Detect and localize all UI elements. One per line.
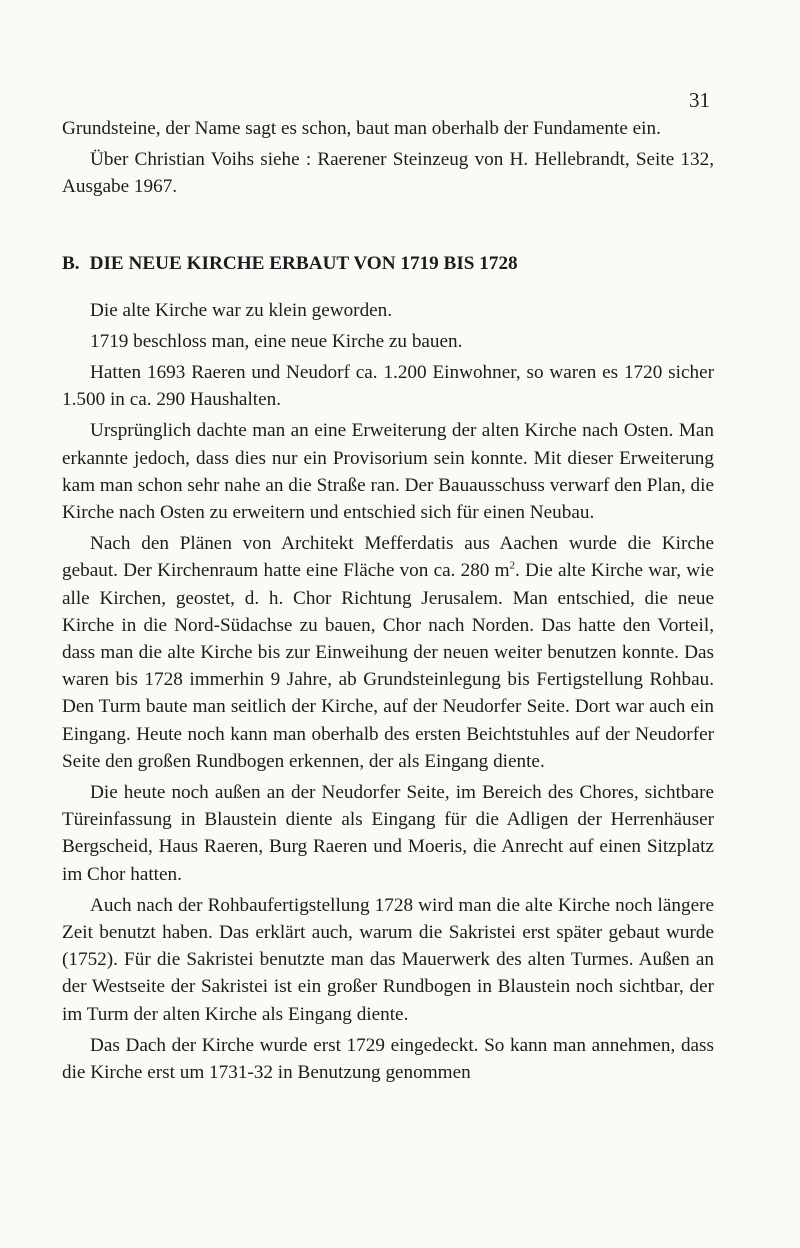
section-label: B.: [62, 252, 80, 274]
paragraph: Auch nach der Rohbaufertigstellung 1728 wird man die alte Kirche noch längere Zeit benutzt haben. Das erklärt auch, warum die Sakristei erst später gebaut wurde (1752). Für die Sakristei benutzte man das Mauerwerk des alten Turmes. Außen an der Westseite der Sakristei ist ein großer Rundbogen in Blaustein noch sichtbar, der im Turm der alten Kirche als Eingang diente.: [62, 894, 714, 1025]
text-run: Nach den Plänen von Architekt Mefferdatis aus Aachen wurde die Kirche gebaut. Der Kirchenraum hatte eine Fläche von ca. 280 m: [62, 533, 714, 582]
page-number: 31: [689, 88, 710, 112]
paragraph: Grundsteine, der Name sagt es schon, baut man oberhalb der Fundamente ein.: [62, 118, 661, 139]
page-content: [62, 115, 714, 1086]
section-heading: [62, 250, 714, 277]
paragraph-architect: [62, 530, 714, 775]
paragraph: Die alte Kirche war zu klein geworden.: [90, 299, 393, 321]
paragraph: Die heute noch außen an der Neudorfer Seite, im Bereich des Chores, sichtbare Türeinfassung in Blaustein diente als Eingang für die Adligen der Herrenhäuser Bergscheid, Haus Raeren, Burg Raeren und Moeris, die Anrecht auf einen Sitzplatz im Chor hatten.: [62, 782, 714, 885]
superscript: 2: [509, 560, 516, 573]
paragraph: 1719 beschloss man, eine neue Kirche zu bauen.: [90, 330, 463, 352]
paragraph: Über Christian Voihs siehe : Raerener Steinzeug von H. Hellebrandt, Seite 132, Ausgabe 1967.: [62, 149, 714, 198]
paragraph: Das Dach der Kirche wurde erst 1729 eingedeckt. So kann man annehmen, dass die Kirche erst um 1731-32 in Benutzung genommen: [62, 1034, 714, 1084]
paragraph: Hatten 1693 Raeren und Neudorf ca. 1.200 Einwohner, so waren es 1720 sicher 1.500 in ca. 290 Haushalten.: [62, 362, 714, 411]
paragraph: Ursprünglich dachte man an eine Erweiterung der alten Kirche nach Osten. Man erkannte jedoch, dass dies nur ein Provisorium sein konnte. Mit dieser Erweiterung kam man schon sehr nahe an die Straße ran. Der Bauausschuss verwarf den Plan, die Kirche nach Osten zu erweitern und entschied sich für einen Neubau.: [62, 420, 714, 524]
section-title: DIE NEUE KIRCHE ERBAUT VON 1719 BIS 1728: [89, 252, 518, 274]
text-run: . Die alte Kirche war, wie alle Kirchen, geostet, d. h. Chor Richtung Jerusalem. Man entschied, die neue Kirche in die Nord-Südachse zu bauen, Chor nach Norden. Das hatte den Vorteil, dass man die alte Kirche bis zur Einweihung der neuen weiter benutzen konnte. Das waren bis 1728 immerhin 9 Jahre, ab Grundsteinlegung bis Fertigstellung Rohbau. Den Turm baute man seitlich der Kirche, auf der Neudorfer Seite. Dort war auch ein Eingang. Heute noch kann man oberhalb des ersten Beichtstuhles auf der Neudorfer Seite den großen Rundbogen erkennen, der als Eingang diente.: [62, 560, 714, 772]
